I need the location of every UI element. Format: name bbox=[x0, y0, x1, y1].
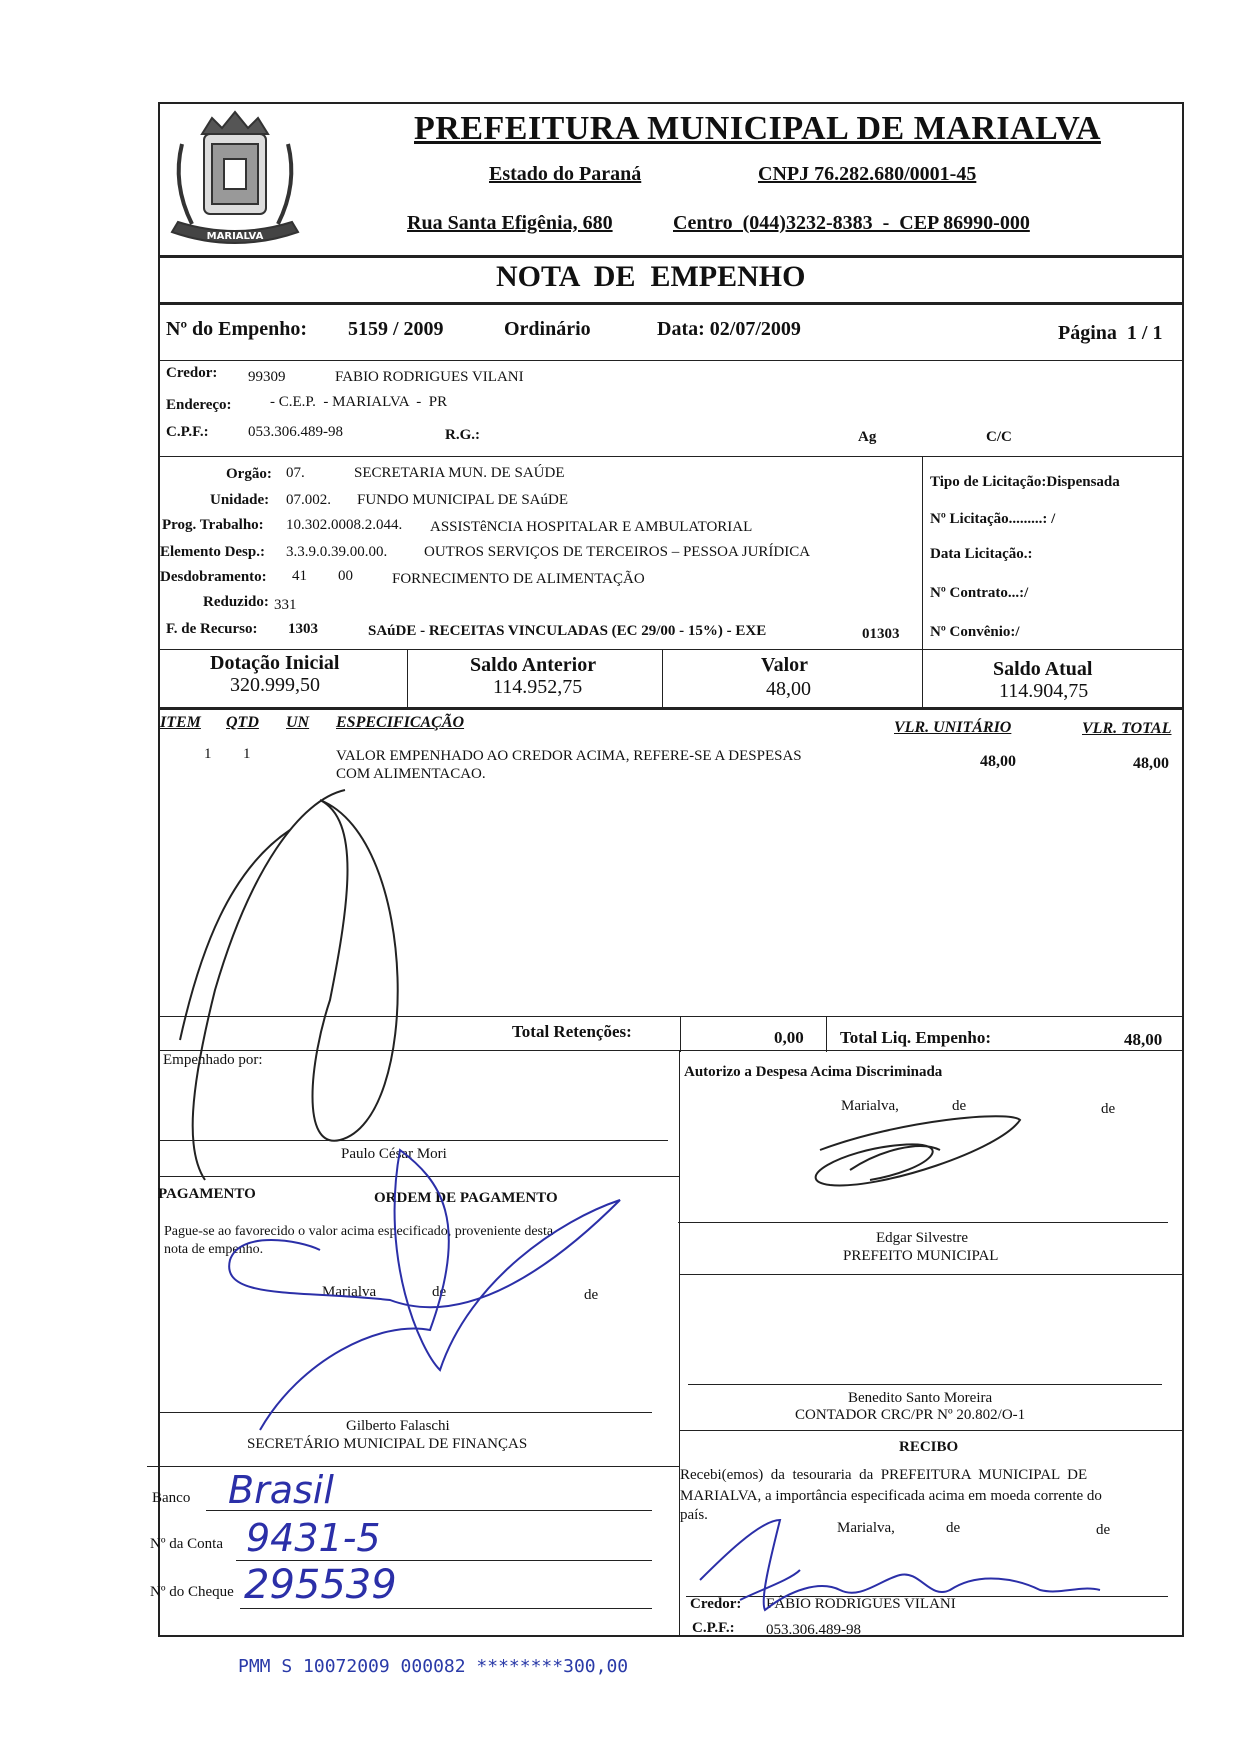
bank-stamp: PMM S 10072009 000082 ********300,00 bbox=[238, 1656, 629, 1677]
street-address: Rua Santa Efigênia, 680 bbox=[407, 212, 613, 234]
desdobramento-label: Desdobramento: bbox=[160, 569, 267, 585]
fonte-recurso-number: 01303 bbox=[862, 626, 900, 642]
elemento-despesa-code: 3.3.9.0.39.00.00. bbox=[286, 544, 388, 560]
municipality-title: PREFEITURA MUNICIPAL DE MARIALVA bbox=[414, 110, 1101, 147]
empenhado-por-label: Empenhado por: bbox=[163, 1052, 263, 1068]
coat-of-arms-icon bbox=[162, 104, 308, 254]
credor-cpf: 053.306.489-98 bbox=[248, 424, 343, 440]
divider bbox=[679, 1050, 680, 1637]
un-column-header: UN bbox=[286, 714, 310, 731]
recibo-place: Marialva, bbox=[837, 1520, 895, 1536]
pagamento-de1: de bbox=[432, 1284, 447, 1300]
cpf-label: C.P.F.: bbox=[166, 424, 209, 440]
recibo-credor-name: FÁBIO RODRIGUES VILANI bbox=[766, 1596, 956, 1612]
document-title: NOTA DE EMPENHO bbox=[496, 260, 806, 293]
conta-line bbox=[236, 1560, 652, 1561]
saldo-atual-label: Saldo Atual bbox=[993, 658, 1093, 680]
numero-contrato: Nº Contrato...:/ bbox=[930, 585, 1029, 601]
divider bbox=[147, 1466, 679, 1467]
total-retencoes-label: Total Retenções: bbox=[512, 1022, 632, 1041]
divider bbox=[679, 1274, 1184, 1275]
financas-signer: Gilberto Falaschi bbox=[346, 1418, 450, 1434]
spec-column-header: ESPECIFICAÇÃO bbox=[336, 714, 465, 731]
divider bbox=[158, 456, 1184, 457]
fonte-recurso-code: 1303 bbox=[288, 621, 318, 637]
unidade-desc: FUNDO MUNICIPAL DE SAúDE bbox=[357, 492, 568, 508]
signature-line bbox=[158, 1412, 652, 1413]
recibo-text-line1: Recebi(emos) da tesouraria da PREFEITURA MUNICIPAL DE bbox=[680, 1467, 1088, 1483]
divider bbox=[679, 1430, 1184, 1431]
recibo-text-line3: país. bbox=[680, 1507, 708, 1523]
vunit-column-header: VLR. UNITÁRIO bbox=[894, 719, 1012, 736]
divider bbox=[158, 707, 1184, 710]
autorizo-de2: de bbox=[1101, 1101, 1116, 1117]
desdobramento-sub: 00 bbox=[338, 568, 353, 584]
contador-name: Benedito Santo Moreira bbox=[848, 1390, 993, 1406]
recibo-cpf-label: C.P.F.: bbox=[692, 1620, 735, 1636]
prog-trabalho-code: 10.302.0008.2.044. bbox=[286, 517, 403, 533]
divider bbox=[158, 255, 1184, 258]
prog-trabalho-desc: ASSISTêNCIA HOSPITALAR E AMBULATORIAL bbox=[430, 519, 753, 535]
empenho-number: 5159 / 2009 bbox=[348, 318, 444, 340]
pagamento-de2: de bbox=[584, 1287, 599, 1303]
autorizo-place: Marialva, bbox=[841, 1098, 899, 1114]
fonte-recurso-desc: SAúDE - RECEITAS VINCULADAS (EC 29/00 - 15%) - EXE bbox=[368, 623, 767, 639]
contact-line: Centro (044)3232-8383 - CEP 86990-000 bbox=[673, 212, 1030, 234]
orgao-desc: SECRETARIA MUN. DE SAÚDE bbox=[354, 465, 565, 481]
divider bbox=[826, 1016, 827, 1052]
prefeito-role: PREFEITO MUNICIPAL bbox=[843, 1248, 999, 1264]
divider bbox=[158, 302, 1184, 305]
elemento-despesa-label: Elemento Desp.: bbox=[160, 544, 265, 560]
banco-handwritten: Brasil bbox=[228, 1468, 334, 1512]
divider bbox=[158, 1176, 679, 1177]
recibo-label: RECIBO bbox=[899, 1439, 959, 1455]
item-spec-line1: VALOR EMPENHADO AO CREDOR ACIMA, REFERE-SE A DESPESAS bbox=[336, 748, 802, 764]
page-number: Página 1 / 1 bbox=[1058, 322, 1163, 344]
reduzido-code: 331 bbox=[274, 597, 297, 613]
saldo-atual-value: 114.904,75 bbox=[999, 680, 1089, 702]
saldo-anterior-label: Saldo Anterior bbox=[470, 654, 597, 676]
empenho-date: Data: 02/07/2009 bbox=[657, 318, 801, 340]
ag-label: Ag bbox=[858, 429, 877, 445]
credor-code: 99309 bbox=[248, 369, 286, 385]
unidade-label: Unidade: bbox=[210, 492, 270, 508]
numero-licitacao: Nº Licitação.........: / bbox=[930, 511, 1056, 527]
item-number: 1 bbox=[204, 746, 212, 762]
pagamento-label: PAGAMENTO bbox=[158, 1186, 256, 1202]
orgao-label: Orgão: bbox=[226, 466, 272, 482]
dotacao-inicial-value: 320.999,50 bbox=[230, 674, 320, 696]
reduzido-label: Reduzido: bbox=[203, 594, 269, 610]
data-licitacao: Data Licitação.: bbox=[930, 546, 1033, 562]
total-retencoes-value: 0,00 bbox=[774, 1028, 804, 1047]
divider bbox=[158, 649, 1184, 650]
total-liquido-value: 48,00 bbox=[1124, 1030, 1163, 1049]
divider bbox=[158, 1050, 1184, 1051]
divider bbox=[922, 456, 923, 649]
financas-role: SECRETÁRIO MUNICIPAL DE FINANÇAS bbox=[247, 1436, 528, 1452]
credor-label: Credor: bbox=[166, 365, 218, 381]
address-label: Endereço: bbox=[166, 397, 232, 413]
valor-value: 48,00 bbox=[766, 678, 811, 700]
crest-text: MARIALVA bbox=[206, 231, 264, 242]
state-name: Estado do Paraná bbox=[489, 163, 642, 185]
cnpj: CNPJ 76.282.680/0001-45 bbox=[758, 163, 977, 185]
signature-line bbox=[688, 1384, 1162, 1385]
item-vtotal: 48,00 bbox=[1133, 755, 1169, 772]
qtd-column-header: QTD bbox=[226, 714, 259, 731]
cc-label: C/C bbox=[986, 429, 1012, 445]
prefeito-name: Edgar Silvestre bbox=[876, 1230, 969, 1246]
valor-label: Valor bbox=[761, 654, 809, 676]
vtotal-column-header: VLR. TOTAL bbox=[1082, 720, 1172, 737]
recibo-cpf: 053.306.489-98 bbox=[766, 1622, 861, 1638]
divider bbox=[662, 649, 663, 707]
divider bbox=[407, 649, 408, 707]
credor-name: FABIO RODRIGUES VILANI bbox=[335, 369, 524, 385]
recibo-credor-label: Credor: bbox=[690, 1596, 742, 1612]
pagamento-text-line1: Pague-se ao favorecido o valor acima especificado, proveniente desta bbox=[164, 1224, 554, 1239]
autorizo-de1: de bbox=[952, 1098, 967, 1114]
desdobramento-code: 41 bbox=[292, 568, 307, 584]
total-liquido-label: Total Liq. Empenho: bbox=[840, 1028, 991, 1047]
pagamento-text-line2: nota de empenho. bbox=[164, 1242, 264, 1257]
rg-label: R.G.: bbox=[445, 427, 480, 443]
divider bbox=[922, 649, 923, 707]
divider bbox=[158, 1016, 1184, 1017]
recibo-text-line2: MARIALVA, a importância especificada acima em moeda corrente do bbox=[680, 1488, 1102, 1504]
cheque-line bbox=[240, 1608, 652, 1609]
ordem-pagamento-label: ORDEM DE PAGAMENTO bbox=[374, 1190, 558, 1206]
item-qtd: 1 bbox=[243, 746, 251, 762]
cheque-label: Nº do Cheque bbox=[150, 1584, 234, 1600]
saldo-anterior-value: 114.952,75 bbox=[493, 676, 583, 698]
conta-label: Nº da Conta bbox=[150, 1536, 223, 1552]
contador-role: CONTADOR CRC/PR Nº 20.802/O-1 bbox=[795, 1407, 1026, 1423]
autorizo-label: Autorizo a Despesa Acima Discriminada bbox=[684, 1064, 943, 1080]
item-column-header: ITEM bbox=[160, 714, 201, 731]
signature-line bbox=[158, 1140, 668, 1141]
dotacao-inicial-label: Dotação Inicial bbox=[210, 652, 340, 674]
orgao-code: 07. bbox=[286, 465, 305, 481]
empenho-type: Ordinário bbox=[504, 318, 591, 340]
item-spec-line2: COM ALIMENTACAO. bbox=[336, 766, 486, 782]
elemento-despesa-desc: OUTROS SERVIÇOS DE TERCEIROS – PESSOA JURÍDICA bbox=[424, 544, 811, 560]
pagamento-place: Marialva bbox=[322, 1284, 377, 1300]
item-vunit: 48,00 bbox=[980, 753, 1016, 770]
tipo-licitacao: Tipo de Licitação:Dispensada bbox=[930, 474, 1120, 490]
cheque-handwritten: 295539 bbox=[244, 1562, 397, 1608]
empenhado-signer: Paulo César Mori bbox=[341, 1146, 447, 1162]
banco-label: Banco bbox=[152, 1490, 191, 1506]
recibo-de1: de bbox=[946, 1520, 961, 1536]
empenho-number-label: Nº do Empenho: bbox=[166, 318, 308, 340]
prog-trabalho-label: Prog. Trabalho: bbox=[162, 517, 264, 533]
conta-handwritten: 9431-5 bbox=[246, 1516, 381, 1560]
numero-convenio: Nº Convênio:/ bbox=[930, 624, 1020, 640]
desdobramento-desc: FORNECIMENTO DE ALIMENTAÇÃO bbox=[392, 571, 645, 587]
signature-line bbox=[678, 1222, 1168, 1223]
unidade-code: 07.002. bbox=[286, 492, 331, 508]
divider bbox=[680, 1016, 681, 1052]
fonte-recurso-label: F. de Recurso: bbox=[166, 621, 258, 637]
credor-address: - C.E.P. - MARIALVA - PR bbox=[270, 394, 448, 410]
recibo-de2: de bbox=[1096, 1522, 1111, 1538]
divider bbox=[158, 360, 1184, 361]
